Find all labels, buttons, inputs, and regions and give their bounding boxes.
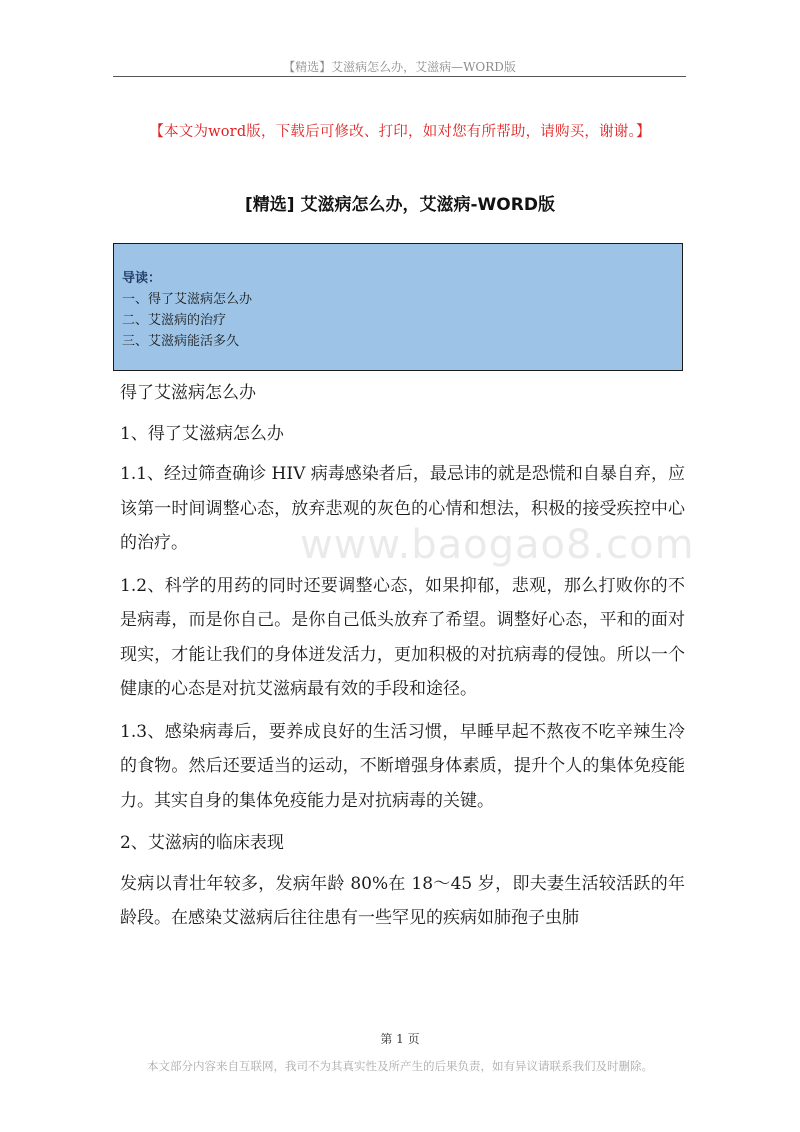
section-title: 得了艾滋病怎么办 — [120, 383, 256, 403]
paragraph: 1.3、感染病毒后，要养成良好的生活习惯，早睡早起不熬夜不吃辛辣生冷的食物。然后还要适当的运动，不断增强身体素质，提升个人的集体免疫能力。其实自身的集体免疫能力是对抗病毒的关键。 — [120, 721, 685, 811]
page-number: 第 1 页 — [380, 1032, 420, 1046]
guide-item: 二、艾滋病的治疗 — [122, 313, 227, 328]
document-title: [精选] 艾滋病怎么办，艾滋病-WORD版 — [245, 195, 555, 215]
guide-item: 一、得了艾滋病怎么办 — [122, 292, 253, 307]
purchase-notice: 【本文为word版，下载后可修改、打印，如对您有所帮助，请购买，谢谢。】 — [149, 124, 651, 140]
guide-box — [113, 243, 683, 371]
paragraph: 发病以青壮年较多，发病年龄 80%在 18～45 岁，即夫妻生活较活跃的年龄段。在感染艾滋病后往往患有一些罕见的疾病如肺孢子虫肺 — [120, 873, 685, 928]
paragraph: 1.1、经过筛查确诊 HIV 病毒感染者后，最忌讳的就是恐慌和自暴自弃，应该第一时间调整心态，放弃悲观的灰色的心情和想法，积极的接受疾控中心的治疗。 — [120, 464, 685, 553]
guide-item: 三、艾滋病能活多久 — [122, 334, 240, 349]
watermark: www.baogao8.com — [300, 522, 695, 568]
paragraph: 1.2、科学的用药的同时还要调整心态，如果抑郁，悲观，那么打败你的不是病毒，而是你自己。是你自己低头放弃了希望。调整好心态，平和的面对现实，才能让我们的身体迸发活力，更加积极的对抗病毒的侵蚀。所以一个健康的心态是对抗艾滋病最有效的手段和途径。 — [120, 575, 685, 699]
subsection-title: 2、艾滋病的临床表现 — [120, 833, 284, 853]
page-header: 【精选】艾滋病怎么办，艾滋病—WORD版 — [283, 60, 516, 74]
guide-label: 导读： — [122, 271, 162, 286]
document-body — [120, 376, 685, 944]
subsection-title: 1、得了艾滋病怎么办 — [120, 423, 284, 444]
header-divider — [113, 76, 686, 77]
page-footer: 本文部分内容来自互联网，我司不为其真实性及所产生的后果负责，如有异议请联系我们及时删除。 — [147, 1059, 653, 1073]
